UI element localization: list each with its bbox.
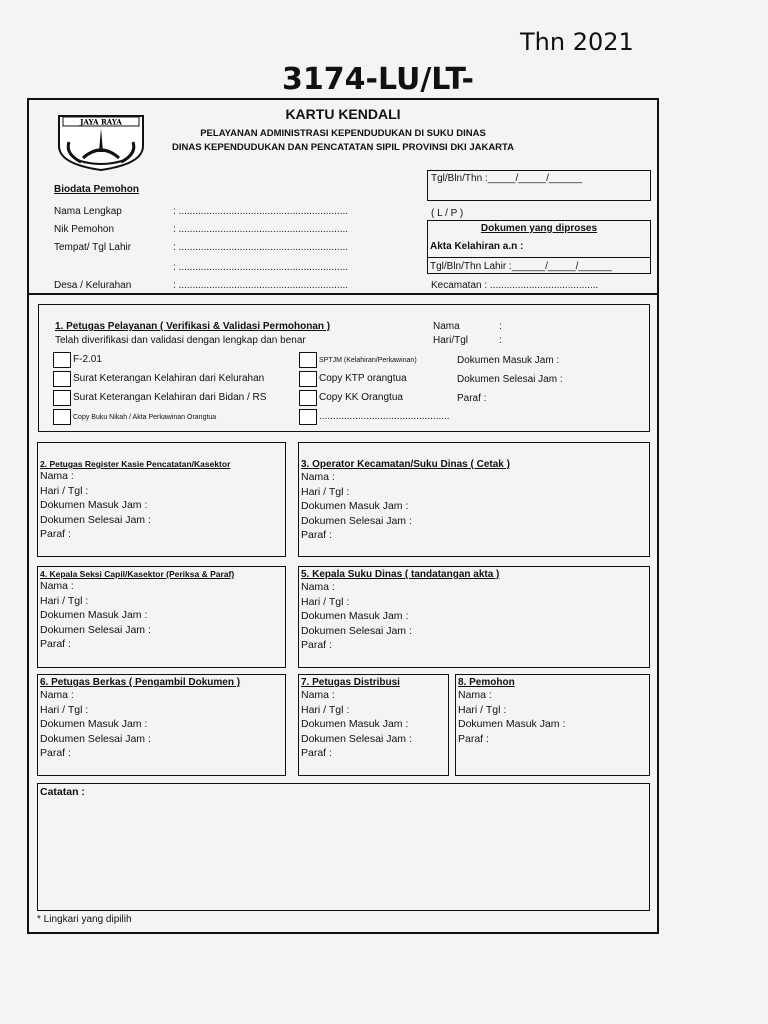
panel-2-masuk: Dokumen Masuk Jam :	[40, 499, 148, 511]
tempat-tgl-lahir-field-2[interactable]: : .............................................................	[173, 262, 349, 273]
check-label-f201: F-2.01	[73, 354, 102, 365]
akta-kelahiran-field[interactable]: Akta Kelahiran a.n :	[430, 241, 524, 252]
panel-4-masuk: Dokumen Masuk Jam :	[40, 609, 148, 621]
panel-8-nama: Nama :	[458, 689, 492, 701]
section-1-dokumen-masuk: Dokumen Masuk Jam :	[457, 355, 560, 366]
panel-4-paraf: Paraf :	[40, 638, 71, 650]
tempat-tgl-lahir-label: Tempat/ Tgl Lahir	[54, 242, 132, 253]
panel-2-hari: Hari / Tgl :	[40, 484, 89, 497]
panel-6-title: 6. Petugas Berkas ( Pengambil Dokumen )	[40, 677, 241, 688]
check-label-sk-kelurahan: Surat Keterangan Kelahiran dari Kelurahan	[73, 373, 265, 384]
checkbox-ktp-orangtua[interactable]	[299, 371, 317, 387]
panel-3-masuk: Dokumen Masuk Jam :	[301, 500, 409, 512]
panel-5-title: 5. Kepala Suku Dinas ( tandatangan akta )	[301, 569, 500, 580]
desa-kelurahan-field[interactable]: : .............................................................	[173, 280, 349, 291]
form-title: KARTU KENDALI	[285, 106, 401, 122]
section-1-hari-label: Hari/Tgl	[433, 335, 469, 346]
checkbox-other[interactable]	[299, 409, 317, 425]
panel-8-paraf: Paraf :	[458, 732, 489, 745]
catatan-label: Catatan :	[40, 786, 85, 798]
nama-lengkap-field[interactable]: : .............................................................	[173, 206, 349, 217]
panel-7-title: 7. Petugas Distribusi	[301, 677, 400, 688]
gender-field[interactable]: ( L / P )	[431, 208, 464, 219]
dokumen-divider	[428, 257, 650, 258]
year-label: Thn 2021	[520, 28, 634, 56]
panel-3-operator-kecamatan	[298, 442, 650, 557]
catatan-box[interactable]	[37, 783, 650, 911]
panel-2-petugas-register	[37, 442, 286, 557]
check-label-ktp-orangtua: Copy KTP orangtua	[319, 373, 407, 384]
checkbox-buku-nikah[interactable]	[53, 409, 71, 425]
panel-5-kepala-suku-dinas	[298, 566, 650, 668]
panel-2-nama: Nama :	[40, 470, 74, 482]
panel-6-masuk: Dokumen Masuk Jam :	[40, 718, 148, 730]
panel-7-selesai: Dokumen Selesai Jam :	[301, 732, 412, 745]
check-label-kk-orangtua: Copy KK Orangtua	[319, 392, 403, 403]
panel-5-masuk: Dokumen Masuk Jam :	[301, 610, 409, 622]
panel-4-nama: Nama :	[40, 580, 74, 592]
dokumen-heading: Dokumen yang diproses	[480, 223, 598, 234]
checkbox-sptjm[interactable]	[299, 352, 317, 368]
section-1-petugas-pelayanan	[38, 304, 650, 432]
checkbox-sk-kelurahan[interactable]	[53, 371, 71, 387]
section-1-hari-colon: :	[499, 335, 502, 346]
tgl-top-field[interactable]: Tgl/Bln/Thn :_____/_____/______	[431, 173, 583, 184]
panel-7-nama: Nama :	[301, 689, 335, 701]
biodata-heading: Biodata Pemohon	[54, 184, 140, 195]
panel-3-selesai: Dokumen Selesai Jam :	[301, 514, 412, 527]
checkbox-kk-orangtua[interactable]	[299, 390, 317, 406]
panel-4-hari: Hari / Tgl :	[40, 594, 89, 607]
panel-5-hari: Hari / Tgl :	[301, 595, 350, 608]
form-code: 3174-LU/LT-	[282, 62, 474, 97]
panel-5-nama: Nama :	[301, 581, 335, 593]
panel-8-masuk: Dokumen Masuk Jam :	[458, 718, 566, 730]
footnote: * Lingkari yang dipilih	[37, 914, 132, 925]
panel-7-hari: Hari / Tgl :	[301, 703, 350, 716]
dokumen-box	[427, 220, 651, 274]
panel-3-hari: Hari / Tgl :	[301, 485, 350, 498]
section-1-dokumen-selesai: Dokumen Selesai Jam :	[457, 374, 563, 385]
panel-4-title: 4. Kepala Seksi Capil/Kasektor (Periksa & Paraf)	[40, 569, 235, 579]
panel-6-hari: Hari / Tgl :	[40, 703, 89, 716]
panel-6-selesai: Dokumen Selesai Jam :	[40, 732, 151, 745]
desa-kelurahan-label: Desa / Kelurahan	[54, 280, 132, 291]
section-1-paraf: Paraf :	[457, 393, 487, 404]
panel-6-petugas-berkas	[37, 674, 286, 776]
tgl-lahir-field[interactable]: Tgl/Bln/Thn Lahir :______/_____/______	[430, 261, 612, 272]
panel-8-title: 8. Pemohon	[458, 677, 515, 688]
check-label-buku-nikah: Copy Buku Nikah / Akta Perkawinan Orangtua	[73, 414, 217, 421]
panel-3-title: 3. Operator Kecamatan/Suku Dinas ( Cetak )	[301, 459, 510, 470]
check-label-other[interactable]: ...............................................	[319, 411, 450, 422]
logo-text: JAYA RAYA	[80, 117, 122, 127]
panel-8-pemohon	[455, 674, 650, 776]
panel-7-paraf: Paraf :	[301, 747, 332, 759]
panel-6-paraf: Paraf :	[40, 747, 71, 759]
section-1-nama-colon: :	[499, 321, 502, 332]
kartu-kendali-form	[27, 98, 659, 934]
panel-5-selesai: Dokumen Selesai Jam :	[301, 624, 412, 637]
checkbox-f201[interactable]	[53, 352, 71, 368]
panel-3-paraf: Paraf :	[301, 529, 332, 541]
nik-pemohon-label: Nik Pemohon	[54, 224, 115, 235]
panel-2-paraf: Paraf :	[40, 528, 71, 540]
form-subtitle-2: DINAS KEPENDUDUKAN DAN PENCATATAN SIPIL PROVINSI DKI JAKARTA	[171, 142, 515, 153]
panel-2-title: 2. Petugas Register Kasie Pencatatan/Kasektor	[40, 459, 231, 469]
panel-4-selesai: Dokumen Selesai Jam :	[40, 623, 151, 636]
panel-5-paraf: Paraf :	[301, 639, 332, 651]
panel-2-selesai: Dokumen Selesai Jam :	[40, 513, 151, 526]
panel-7-petugas-distribusi	[298, 674, 449, 776]
form-subtitle-1: PELAYANAN ADMINISTRASI KEPENDUDUKAN DI SUKU DINAS	[200, 128, 486, 139]
panel-6-nama: Nama :	[40, 689, 74, 701]
check-label-sk-bidan: Surat Keterangan Kelahiran dari Bidan / RS	[73, 392, 267, 403]
nama-lengkap-label: Nama Lengkap	[54, 206, 122, 217]
section-1-note: Telah diverifikasi dan validasi dengan lengkap dan benar	[55, 335, 306, 346]
checkbox-sk-bidan[interactable]	[53, 390, 71, 406]
section-1-nama-label: Nama	[433, 321, 460, 332]
panel-4-kepala-seksi	[37, 566, 286, 668]
panel-3-nama: Nama :	[301, 471, 335, 483]
nik-pemohon-field[interactable]: : .............................................................	[173, 224, 349, 235]
section-1-heading: 1. Petugas Pelayanan ( Verifikasi & Validasi Permohonan )	[55, 321, 331, 332]
tempat-tgl-lahir-field[interactable]: : .............................................................	[173, 242, 349, 253]
check-label-sptjm: SPTJM (Kelahiran/Perkawinan)	[319, 357, 417, 364]
tgl-box	[427, 170, 651, 201]
panel-8-hari: Hari / Tgl :	[458, 703, 507, 716]
panel-7-masuk: Dokumen Masuk Jam :	[301, 718, 409, 730]
kecamatan-field[interactable]: Kecamatan : .......................................	[431, 280, 599, 291]
section-divider	[29, 293, 657, 295]
